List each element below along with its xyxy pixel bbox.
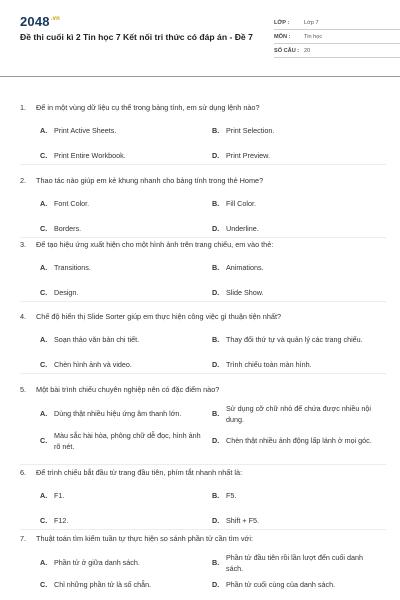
answer-option[interactable] [40,360,212,371]
question-text: Một bài trình chiếu chuyên nghiệp nên có đặc điểm nào? [36,385,220,394]
meta-row-subject [274,30,400,44]
option-letter: B. [212,263,220,272]
question-item [20,534,386,600]
option-text: Sử dụng cỡ chữ nhỏ để chứa được nhiều nội dung. [226,404,371,424]
question-number: 6. [20,468,27,477]
answer-option[interactable] [212,431,386,452]
option-letter: A. [40,263,48,272]
answer-option[interactable] [212,580,386,591]
option-text: Phần tử cuối cùng của danh sách. [226,580,336,589]
option-letter: B. [212,199,220,208]
option-text: Transitions. [54,263,91,272]
header-divider [0,76,400,77]
answer-options [20,263,386,298]
answer-options [20,491,386,526]
logo-suffix: .vn [50,16,61,22]
answer-option[interactable] [212,224,386,235]
option-text: F1. [54,491,65,500]
option-text: Fill Color. [226,199,256,208]
option-text: Phần tử ở giữa danh sách. [54,558,140,568]
question-stem [20,103,386,113]
question-stem [20,312,386,322]
option-letter: D. [212,359,220,369]
answer-option[interactable] [212,360,386,371]
option-letter: A. [40,558,48,568]
option-letter: D. [212,287,220,297]
option-letter: C. [40,580,48,589]
option-text: Dùng thật nhiều hiệu ứng âm thanh lớn. [54,409,182,419]
option-text: Print Selection. [226,126,275,135]
option-text: F12. [54,515,69,525]
option-letter: B. [212,335,220,344]
question-number: 4. [20,312,27,321]
answer-option[interactable] [40,151,212,162]
answer-options [20,199,386,234]
answer-option[interactable] [212,335,386,346]
option-text: Thay đổi thứ tự và quản lý các trang chiếu. [226,335,363,344]
option-text: Shift + F5. [226,515,259,525]
meta-value: 20 [304,47,311,54]
option-text: Print Preview. [226,150,270,160]
option-text: Underline. [226,223,259,233]
answer-option[interactable] [40,199,212,210]
option-letter: D. [212,150,220,160]
option-text: Trình chiếu toàn màn hình. [226,359,312,369]
answer-option[interactable] [212,288,386,299]
meta-value: Tin học [304,33,323,40]
answer-option[interactable] [40,491,212,502]
answer-option[interactable] [212,151,386,162]
question-text: Để in một vùng dữ liệu cụ thể trong bảng tính, em sử dụng lệnh nào? [36,103,260,112]
question-item [20,468,386,530]
option-text: Borders. [54,223,82,233]
question-item [20,176,386,238]
answer-options [20,404,386,452]
option-text: F5. [226,491,237,500]
option-text: Design. [54,287,79,297]
option-letter: B. [212,558,220,568]
question-text: Thao tác nào giúp em kẻ khung nhanh cho bảng tính trong thẻ Home? [36,176,264,185]
option-letter: D. [212,436,220,446]
answer-option[interactable] [212,491,386,502]
question-item [20,312,386,374]
answer-options [20,553,386,591]
answer-option[interactable] [40,263,212,274]
meta-key: SỐ CÂU : [274,47,300,54]
site-logo[interactable] [20,14,60,29]
question-item [20,240,386,302]
option-letter: C. [40,359,48,369]
question-text: Chế độ hiển thị Slide Sorter giúp em thực hiện công việc gì thuận tiện nhất? [36,312,282,321]
answer-option[interactable] [40,580,212,591]
answer-options [20,335,386,370]
answer-option[interactable] [40,224,212,235]
question-number: 2. [20,176,27,185]
answer-option[interactable] [212,199,386,210]
option-letter: C. [40,287,48,297]
question-number: 7. [20,534,27,543]
question-number: 3. [20,240,27,249]
answer-option[interactable] [212,516,386,527]
option-letter: C. [40,223,48,233]
option-letter: A. [40,335,48,344]
document-header [20,0,386,66]
question-stem [20,534,386,544]
question-item [20,385,386,465]
option-letter: C. [40,515,48,525]
meta-row-class [274,16,400,30]
answer-option[interactable] [40,288,212,299]
option-text: Slide Show. [226,287,264,297]
option-text: Animations. [226,263,264,272]
meta-key: LỚP : [274,19,290,26]
answer-option[interactable] [212,553,386,574]
meta-value: Lớp 7 [304,19,319,26]
exam-meta-table [274,16,400,58]
question-stem [20,385,386,395]
meta-key: MÔN : [274,33,291,40]
answer-option[interactable] [40,516,212,527]
option-text: Print Entire Workbook. [54,150,126,160]
question-number: 1. [20,103,27,112]
question-text: Thuật toán tìm kiếm tuần tự thực hiện so sánh phần tử cần tìm với: [36,534,253,543]
answer-option[interactable] [40,431,212,452]
question-text: Để tạo hiệu ứng xuất hiện cho một hình ảnh trên trang chiếu, em vào thẻ: [36,240,274,249]
question-stem [20,240,386,250]
option-letter: C. [40,436,48,446]
option-text: Phần tử đầu tiên rồi lần lượt đến cuối danh sách. [226,553,364,573]
option-letter: D. [212,223,220,233]
option-letter: C. [40,150,48,160]
question-item [20,103,386,165]
option-text: Soạn thảo văn bản chi tiết. [54,335,140,344]
option-text: Print Active Sheets. [54,126,117,135]
option-text: Chèn thật nhiều ảnh động lấp lánh ở mọi góc. [226,436,372,446]
option-text: Chỉ những phần tử là số chẵn. [54,580,152,589]
question-stem [20,176,386,186]
answer-option[interactable] [40,126,212,137]
option-letter: B. [212,126,220,135]
option-letter: A. [40,409,48,419]
answer-options [20,126,386,161]
question-text: Để trình chiếu bắt đầu từ trang đầu tiên, phím tắt nhanh nhất là: [36,468,243,477]
question-number: 5. [20,385,27,394]
answer-option[interactable] [40,553,212,574]
option-text: Màu sắc hài hòa, phông chữ dễ đọc, hình ảnh rõ nét. [54,431,201,451]
option-text: Font Color. [54,199,90,208]
option-letter: A. [40,199,48,208]
answer-option[interactable] [212,126,386,137]
option-text: Chèn hình ảnh và video. [54,359,132,369]
option-letter: B. [212,491,220,500]
answer-option[interactable] [40,335,212,346]
answer-option[interactable] [212,263,386,274]
option-letter: A. [40,126,48,135]
question-stem [20,468,386,478]
answer-option[interactable] [212,404,386,425]
option-letter: D. [212,580,220,589]
logo-text: 2048 [20,14,50,29]
document-title: Đề thi cuối kì 2 Tin học 7 Kết nối tri thức có đáp án - Đề 7 [20,32,253,42]
answer-option[interactable] [40,404,212,425]
option-letter: A. [40,491,48,500]
option-letter: B. [212,409,220,419]
option-letter: D. [212,515,220,525]
meta-row-question-count [274,44,400,58]
